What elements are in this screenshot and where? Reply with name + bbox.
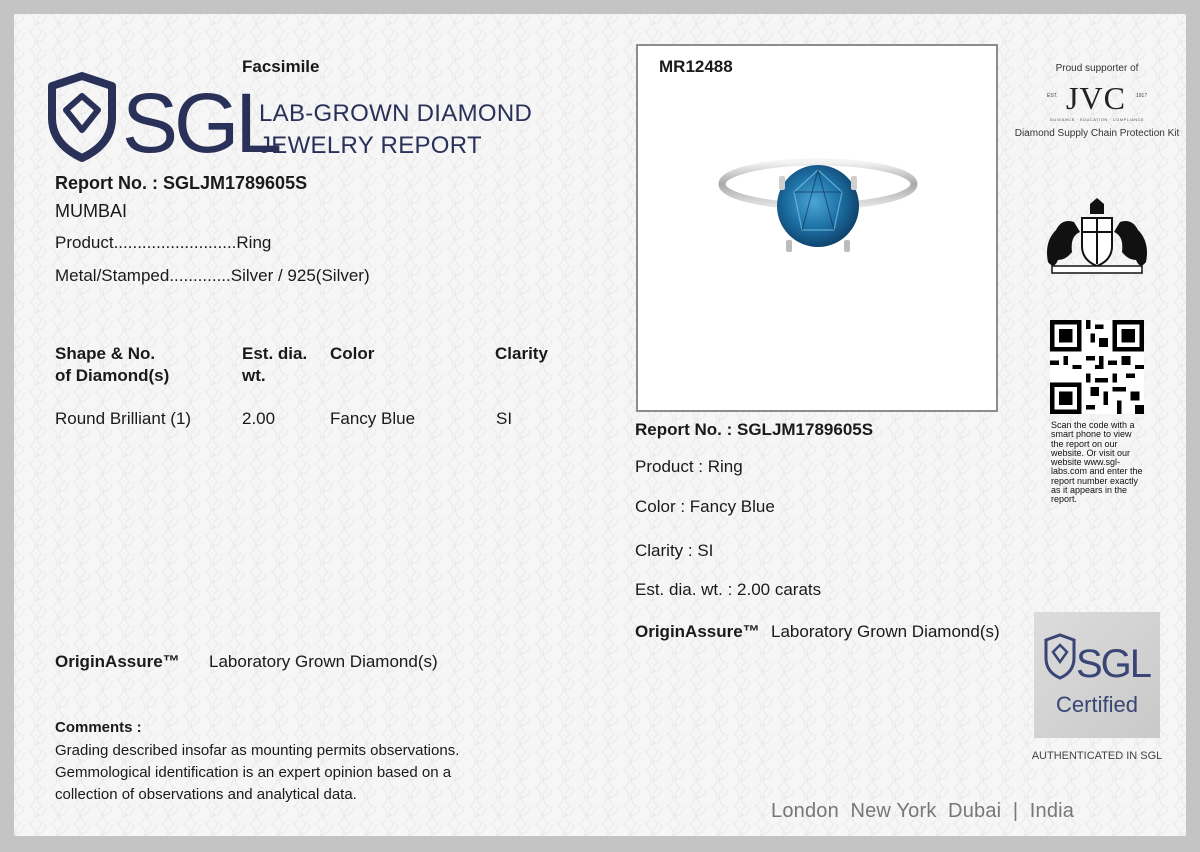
jvc-logo: JVC	[1066, 80, 1126, 116]
product-value: Ring	[236, 233, 272, 252]
city: MUMBAI	[55, 201, 127, 221]
comments-heading: Comments :	[55, 719, 142, 736]
td-clarity: SI	[496, 409, 513, 428]
td-weight: 2.00	[242, 409, 276, 428]
th-color: Color	[330, 344, 375, 363]
product-row	[55, 233, 271, 253]
td-color: Fancy Blue	[330, 409, 416, 428]
facsimile-label: Facsimile	[242, 57, 320, 76]
report-number: Report No. : SGLJM1789605S	[55, 173, 308, 193]
sgl-logo	[46, 72, 279, 170]
summary-report-no: Report No. : SGLJM1789605S	[635, 420, 874, 439]
comments-body: Grading described insofar as mounting permits observations. Gemmological identification is an expert opinion based on a collection of observations and analytical data.	[55, 742, 460, 803]
metal-value: Silver / 925(Silver)	[230, 266, 370, 285]
svg-text:SGL: SGL	[122, 76, 279, 170]
report-title-line2: JEWELRY REPORT	[259, 132, 482, 159]
svg-text:SGL: SGL	[1076, 642, 1151, 686]
certified-seal	[1034, 612, 1160, 738]
summary-origin-value: Laboratory Grown Diamond(s)	[771, 622, 1000, 641]
certified-label: Certified	[1056, 692, 1138, 717]
proud-supporter-text: Proud supporter of	[1055, 63, 1139, 74]
jvc-year: 1917	[1136, 93, 1148, 99]
origin-label: OriginAssure™	[55, 652, 180, 671]
summary-origin-label: OriginAssure™	[635, 622, 760, 641]
office-locations: London New York Dubai | India	[771, 800, 1075, 822]
th-shape: Shape & No. of Diamond(s)	[55, 344, 170, 385]
ring-photo-frame	[636, 44, 998, 412]
photo-id: MR12488	[659, 57, 733, 76]
summary-clarity: Clarity : SI	[635, 541, 714, 560]
sgl-shield-icon	[46, 72, 279, 170]
td-shape: Round Brilliant (1)	[55, 409, 192, 428]
supply-chain-text: Diamond Supply Chain Protection Kit	[1014, 128, 1180, 139]
th-weight: Est. dia. wt.	[242, 344, 308, 385]
authenticated-label: AUTHENTICATED IN SGL	[1031, 750, 1163, 762]
scan-instructions: Scan the code with a smart phone to view the report on our website. Or visit our website www.sgl-labs.com and enter the report number exactly as it appears in the report.	[1051, 420, 1143, 505]
jvc-est: EST.	[1047, 93, 1058, 99]
coat-of-arms-icon	[1040, 196, 1154, 281]
report-title	[259, 98, 532, 162]
th-clarity: Clarity	[495, 344, 548, 363]
product-label: Product..........................	[55, 233, 237, 252]
jvc-tagline: GUIDANCE · EDUCATION · COMPLIANCE	[1049, 117, 1145, 122]
summary-color: Color : Fancy Blue	[635, 497, 775, 516]
summary-weight: Est. dia. wt. : 2.00 carats	[635, 580, 822, 599]
report-title-line1: LAB-GROWN DIAMOND	[259, 100, 533, 127]
ring-image	[638, 46, 996, 410]
metal-row	[55, 266, 370, 286]
summary-product: Product : Ring	[635, 457, 743, 476]
metal-label: Metal/Stamped.............	[55, 266, 231, 285]
sgl-certified-icon	[1034, 612, 1160, 692]
origin-value: Laboratory Grown Diamond(s)	[209, 652, 438, 671]
qr-code[interactable]	[1050, 320, 1144, 419]
